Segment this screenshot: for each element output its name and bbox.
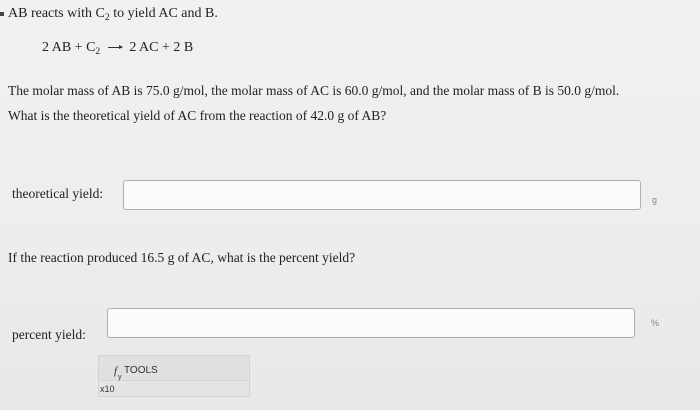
percent-yield-unit: % <box>651 318 660 328</box>
molar-mass-text: The molar mass of AB is 75.0 g/mol, the molar mass of AC is 60.0 g/mol, and the molar mass of B is 50.0 g/mol. <box>8 83 620 98</box>
intro-text <box>8 6 218 22</box>
reaction-arrow-icon <box>108 47 122 48</box>
question-theoretical-yield: What is the theoretical yield of AC from the reaction of 42.0 g of AB? <box>8 108 387 123</box>
percent-yield-input[interactable] <box>107 308 635 338</box>
intro-suffix: to yield AC and B. <box>109 6 218 21</box>
function-icon: f <box>114 365 118 377</box>
equation-right: 2 AC + 2 B <box>129 40 194 55</box>
scientific-notation-button[interactable]: x10 <box>100 384 115 394</box>
theoretical-yield-unit: g <box>652 195 658 205</box>
tools-panel <box>98 355 250 397</box>
intro-prefix: AB reacts with C <box>8 6 105 21</box>
equation-left: 2 AB + C <box>42 40 96 55</box>
equation-left-subscript: 2 <box>95 45 101 57</box>
theoretical-yield-label: theoretical yield: <box>12 186 104 201</box>
chemical-equation <box>42 40 193 56</box>
tools-label: TOOLS <box>124 365 158 376</box>
question-bullet <box>0 12 4 16</box>
tools-button[interactable] <box>99 356 249 381</box>
intro-subscript: 2 <box>104 11 110 23</box>
question-percent-yield: If the reaction produced 16.5 g of AC, what is the percent yield? <box>8 250 356 265</box>
function-subscript: y <box>118 374 122 381</box>
theoretical-yield-input[interactable] <box>123 180 641 210</box>
percent-yield-label: percent yield: <box>12 327 86 342</box>
